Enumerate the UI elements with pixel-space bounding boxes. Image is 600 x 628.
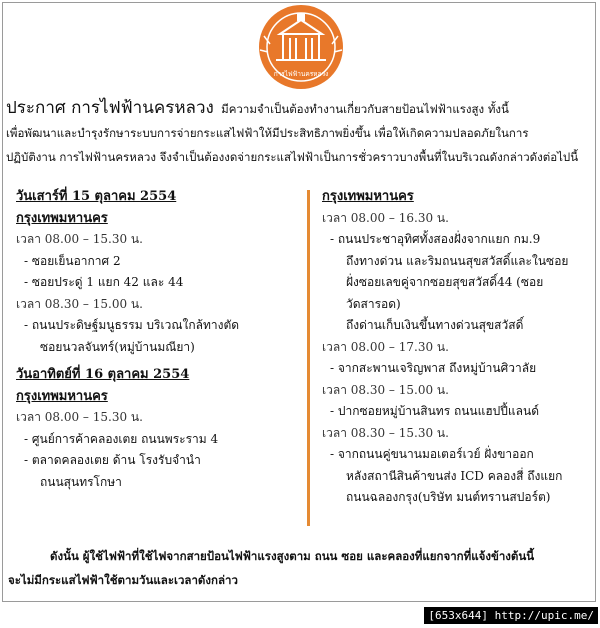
right-column xyxy=(322,186,594,509)
intro-line-3: ปฏิบัติงาน การไฟฟ้านครหลวง จึงจำเป็นต้องงดจ่ายกระแสไฟฟ้าเป็นการชั่วคราวบางพื้นที่ในบริเวณดังกล่าวดังต่อไปนี้ xyxy=(6,150,579,164)
date-heading-sunday: วันอาทิตย์ที่ 16 ตุลาคม 2554 xyxy=(16,367,190,382)
location-item: - ศูนย์การค้าคลองเตย ถนนพระราม 4 xyxy=(24,431,219,446)
intro-paragraph xyxy=(6,96,592,169)
time-range: เวลา 08.00 – 17.30 น. xyxy=(322,339,449,354)
logo-text: การไฟฟ้านครหลวง xyxy=(273,70,329,78)
location-item-continued: ถึงทางด่วน และริมถนนสุขสวัสดิ์และในซอย xyxy=(346,253,569,268)
location-item: - ถนนประดิษฐ์มนูธรรม บริเวณใกล้ทางตัด xyxy=(24,318,240,332)
closing-line-1: ดังนั้น ผู้ใช้ไฟฟ้าที่ใช้ไฟจากสายป้อนไฟฟ้าแรงสูงตาม ถนน ซอย และคลองที่แยกจากที่แจ้งข้างต้นนี้ xyxy=(50,549,535,563)
left-column xyxy=(16,186,306,493)
location-item: - จากสะพานเจริญพาส ถึงหมู่บ้านศิวาลัย xyxy=(330,361,537,375)
area-heading: กรุงเทพมหานคร xyxy=(16,210,108,226)
intro-line-2: เพื่อพัฒนาและบำรุงรักษาระบบการจ่ายกระแสไฟฟ้าให้มีประสิทธิภาพยิ่งขึ้น เพื่อให้เกิดความปลอดภัยในการ xyxy=(6,126,529,140)
time-range: เวลา 08.00 – 15.30 น. xyxy=(16,232,143,246)
area-heading: กรุงเทพมหานคร xyxy=(322,189,414,204)
time-range: เวลา 08.30 – 15.30 น. xyxy=(322,425,449,440)
location-item-continued: ซอยนวลจันทร์(หมู่บ้านมณียา) xyxy=(40,339,195,354)
time-range: เวลา 08.00 – 16.30 น. xyxy=(322,210,449,225)
area-heading: กรุงเทพมหานคร xyxy=(16,388,108,404)
image-host-stamp: [653x644] http://upic.me/ xyxy=(424,607,598,624)
location-item-continued: ถนนสุนทรโกษา xyxy=(40,474,122,489)
location-item: - ซอยเย็นอากาศ 2 xyxy=(24,253,121,268)
location-item-continued: หลังสถานีสินค้าขนส่ง ICD คลองสี่ ถึงแยก xyxy=(346,468,563,483)
location-item-continued: ฝั่งซอยเลขคู่จากซอยสุขสวัสดิ์44 (ซอยวัดสารอด) xyxy=(346,275,544,311)
column-divider xyxy=(307,190,310,526)
closing-note xyxy=(8,544,594,592)
location-item: - จากถนนคู่ขนานมอเตอร์เวย์ ฝั่งขาออก xyxy=(330,447,534,461)
closing-line-2: จะไม่มีกระแสไฟฟ้าใช้ตามวันและเวลาดังกล่าว xyxy=(8,573,238,587)
date-heading-saturday: วันเสาร์ที่ 15 ตุลาคม 2554 xyxy=(16,189,177,204)
location-item: - ตลาดคลองเตย ด้าน โรงรับจำนำ xyxy=(24,453,201,467)
location-item-continued: ถึงด่านเก็บเงินขึ้นทางด่วนสุขสวัสดิ์ xyxy=(346,318,524,332)
location-item: - ถนนประชาอุทิศทั้งสองฝั่งจากแยก กม.9 xyxy=(330,232,541,246)
time-range: เวลา 08.00 – 15.30 น. xyxy=(16,410,143,424)
location-item: - ปากซอยหมู่บ้านสินทร ถนนแฮปปี้แลนด์ xyxy=(330,404,539,418)
announcement-title: ประกาศ การไฟฟ้านครหลวง xyxy=(6,98,214,118)
intro-line-1: มีความจำเป็นต้องทำงานเกี่ยวกับสายป้อนไฟฟ้าแรงสูง ทั้งนี้ xyxy=(221,102,509,116)
location-item: - ซอยประดู่ 1 แยก 42 และ 44 xyxy=(24,275,184,289)
mea-logo-icon xyxy=(254,4,348,90)
location-item-continued: ถนนฉลองกรุง(บริษัท มนต์ทรานสปอร์ต) xyxy=(346,490,551,504)
time-range: เวลา 08.30 – 15.00 น. xyxy=(322,382,449,397)
time-range: เวลา 08.30 – 15.00 น. xyxy=(16,296,143,311)
